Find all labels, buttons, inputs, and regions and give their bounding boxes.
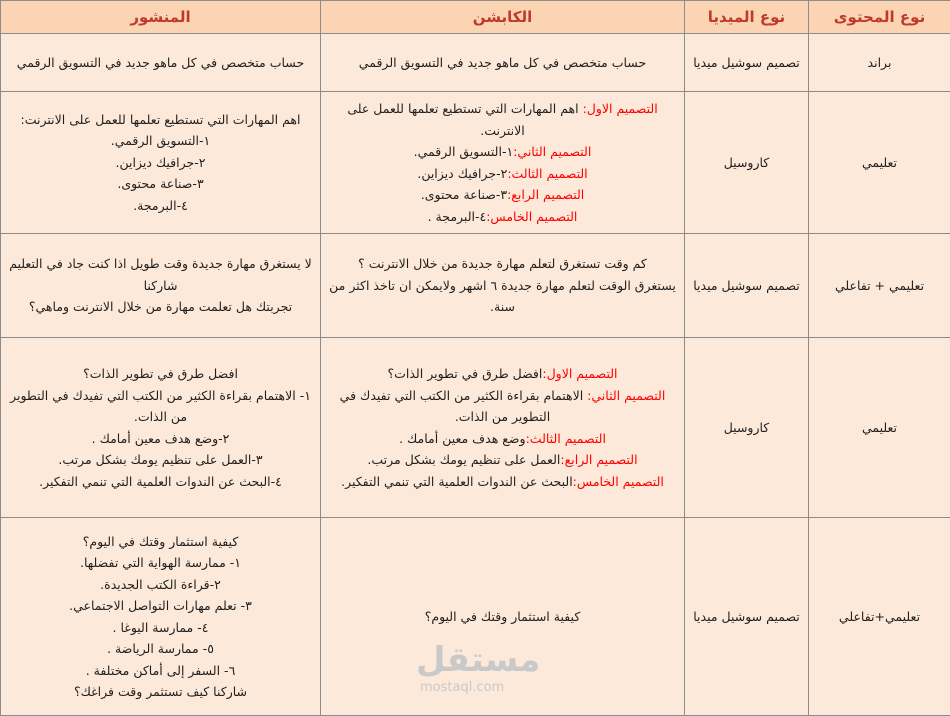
post-line: شاركنا [9, 275, 312, 297]
content-type-cell: تعليمي+تفاعلي [809, 518, 950, 716]
caption-text: كم وقت تستغرق لتعلم مهارة جديدة من خلال الانترنت ؟ [358, 256, 647, 271]
post-cell [1, 518, 321, 716]
design-label: التصميم الثالث: [507, 166, 587, 181]
post-line: ٣- تعلم مهارات التواصل الاجتماعي. [9, 595, 312, 617]
media-type-cell: كاروسيل [685, 338, 809, 518]
caption-text: ٣-صناعة محتوى. [421, 187, 507, 202]
post-line: ١- الاهتمام بقراءة الكثير من الكتب التي تفيدك في التطوير من الذات. [9, 385, 312, 428]
caption-text: افضل طرق في تطوير الذات؟ [388, 366, 543, 381]
table-row [1, 34, 950, 92]
caption-text: البحث عن الندوات العلمية التي تنمي التفكير. [341, 474, 573, 489]
caption-line [329, 606, 676, 628]
post-line: ٢-جرافيك ديزاين. [9, 152, 312, 174]
caption-text: ٢-جرافيك ديزاين. [417, 166, 507, 181]
media-type-cell: تصميم سوشيل ميديا [685, 518, 809, 716]
header-content-type: نوع المحتوى [809, 1, 950, 34]
content-type-cell: تعليمي [809, 338, 950, 518]
design-label: التصميم الاول: [583, 101, 658, 116]
design-label: التصميم الاول: [542, 366, 617, 381]
caption-cell [321, 234, 685, 338]
watermark-brand: مستقل [416, 640, 540, 680]
design-label: التصميم الخامس: [486, 209, 577, 224]
post-line: ١- ممارسة الهواية التي تفضلها. [9, 552, 312, 574]
post-line: ٤- ممارسة اليوغا . [9, 617, 312, 639]
design-label: التصميم الرابع: [507, 187, 584, 202]
post-line: كيفية استثمار وقتك في اليوم؟ [9, 531, 312, 553]
content-type-cell: تعليمي [809, 92, 950, 234]
caption-line [329, 449, 676, 471]
caption-text: الاهتمام بقراءة الكثير من الكتب التي تفيدك في التطوير من الذات. [340, 388, 588, 425]
caption-text: ١-التسويق الرقمي. [414, 144, 514, 159]
caption-line [329, 253, 676, 275]
design-label: التصميم الخامس: [573, 474, 664, 489]
content-type-cell: تعليمي + تفاعلي [809, 234, 950, 338]
table-row [1, 338, 950, 518]
post-line: ٢-وضع هدف معين أمامك . [9, 428, 312, 450]
caption-cell [321, 92, 685, 234]
post-line: ٢-قراءة الكتب الجديدة. [9, 574, 312, 596]
table-row [1, 92, 950, 234]
caption-line [329, 206, 676, 228]
table-row [1, 234, 950, 338]
media-type-cell: تصميم سوشيل ميديا [685, 234, 809, 338]
caption-line [329, 184, 676, 206]
post-line: افضل طرق في تطوير الذات؟ [9, 363, 312, 385]
watermark-domain: mostaql.com [420, 680, 504, 695]
caption-line [329, 471, 676, 493]
caption-line [329, 275, 676, 318]
media-type-cell: تصميم سوشيل ميديا [685, 34, 809, 92]
design-label: التصميم الثالث: [526, 431, 606, 446]
post-line: ٤-البرمجة. [9, 195, 312, 217]
post-line: ١-التسويق الرقمي. [9, 130, 312, 152]
post-line: اهم المهارات التي تستطيع تعلمها للعمل على الانترنت: [9, 109, 312, 131]
caption-text: حساب متخصص في كل ماهو جديد في التسويق الرقمي [359, 55, 646, 70]
caption-text: كيفية استثمار وقتك في اليوم؟ [425, 609, 581, 624]
caption-line [329, 52, 676, 74]
header-post: المنشور [1, 1, 321, 34]
post-line: ٥- ممارسة الرياضة . [9, 638, 312, 660]
post-line: ٦- السفر إلى أماكن مختلفة . [9, 660, 312, 682]
caption-text: اهم المهارات التي تستطيع تعلمها للعمل على الانترنت. [347, 101, 582, 138]
caption-line [329, 141, 676, 163]
header-row [1, 1, 950, 34]
media-type-cell: كاروسيل [685, 92, 809, 234]
caption-text: العمل على تنظيم يومك بشكل مرتب. [367, 452, 560, 467]
post-line: حساب متخصص في كل ماهو جديد في التسويق الرقمي [9, 52, 312, 74]
caption-text: ٤-البرمجة . [428, 209, 487, 224]
caption-text: وضع هدف معين أمامك . [399, 431, 526, 446]
design-label: التصميم الثاني: [587, 388, 665, 403]
content-type-cell: براند [809, 34, 950, 92]
post-cell [1, 34, 321, 92]
caption-line [329, 98, 676, 141]
caption-cell [321, 34, 685, 92]
caption-line [329, 163, 676, 185]
post-line: ٤-البحث عن الندوات العلمية التي تنمي التفكير. [9, 471, 312, 493]
caption-cell [321, 338, 685, 518]
caption-text: يستغرق الوقت لتعلم مهارة جديدة ٦ اشهر ولايمكن ان تاخذ اكثر من سنة. [329, 278, 676, 315]
caption-line [329, 363, 676, 385]
post-cell [1, 92, 321, 234]
mostaql-watermark [406, 640, 546, 700]
post-line: ٣-العمل على تنظيم يومك بشكل مرتب. [9, 449, 312, 471]
design-label: التصميم الرابع: [560, 452, 637, 467]
design-label: التصميم الثاني: [513, 144, 591, 159]
post-line: لا يستغرق مهارة جديدة وقت طويل اذا كنت جاد في التعليم [9, 253, 312, 275]
post-line: ٣-صناعة محتوى. [9, 173, 312, 195]
post-cell [1, 338, 321, 518]
post-cell [1, 234, 321, 338]
caption-line [329, 385, 676, 428]
header-caption: الكابشن [321, 1, 685, 34]
caption-line [329, 428, 676, 450]
post-line: تجربتك هل تعلمت مهارة من خلال الانترنت وماهي؟ [9, 296, 312, 318]
post-line: شاركنا كيف تستثمر وقت فراغك؟ [9, 681, 312, 703]
header-media-type: نوع الميديا [685, 1, 809, 34]
